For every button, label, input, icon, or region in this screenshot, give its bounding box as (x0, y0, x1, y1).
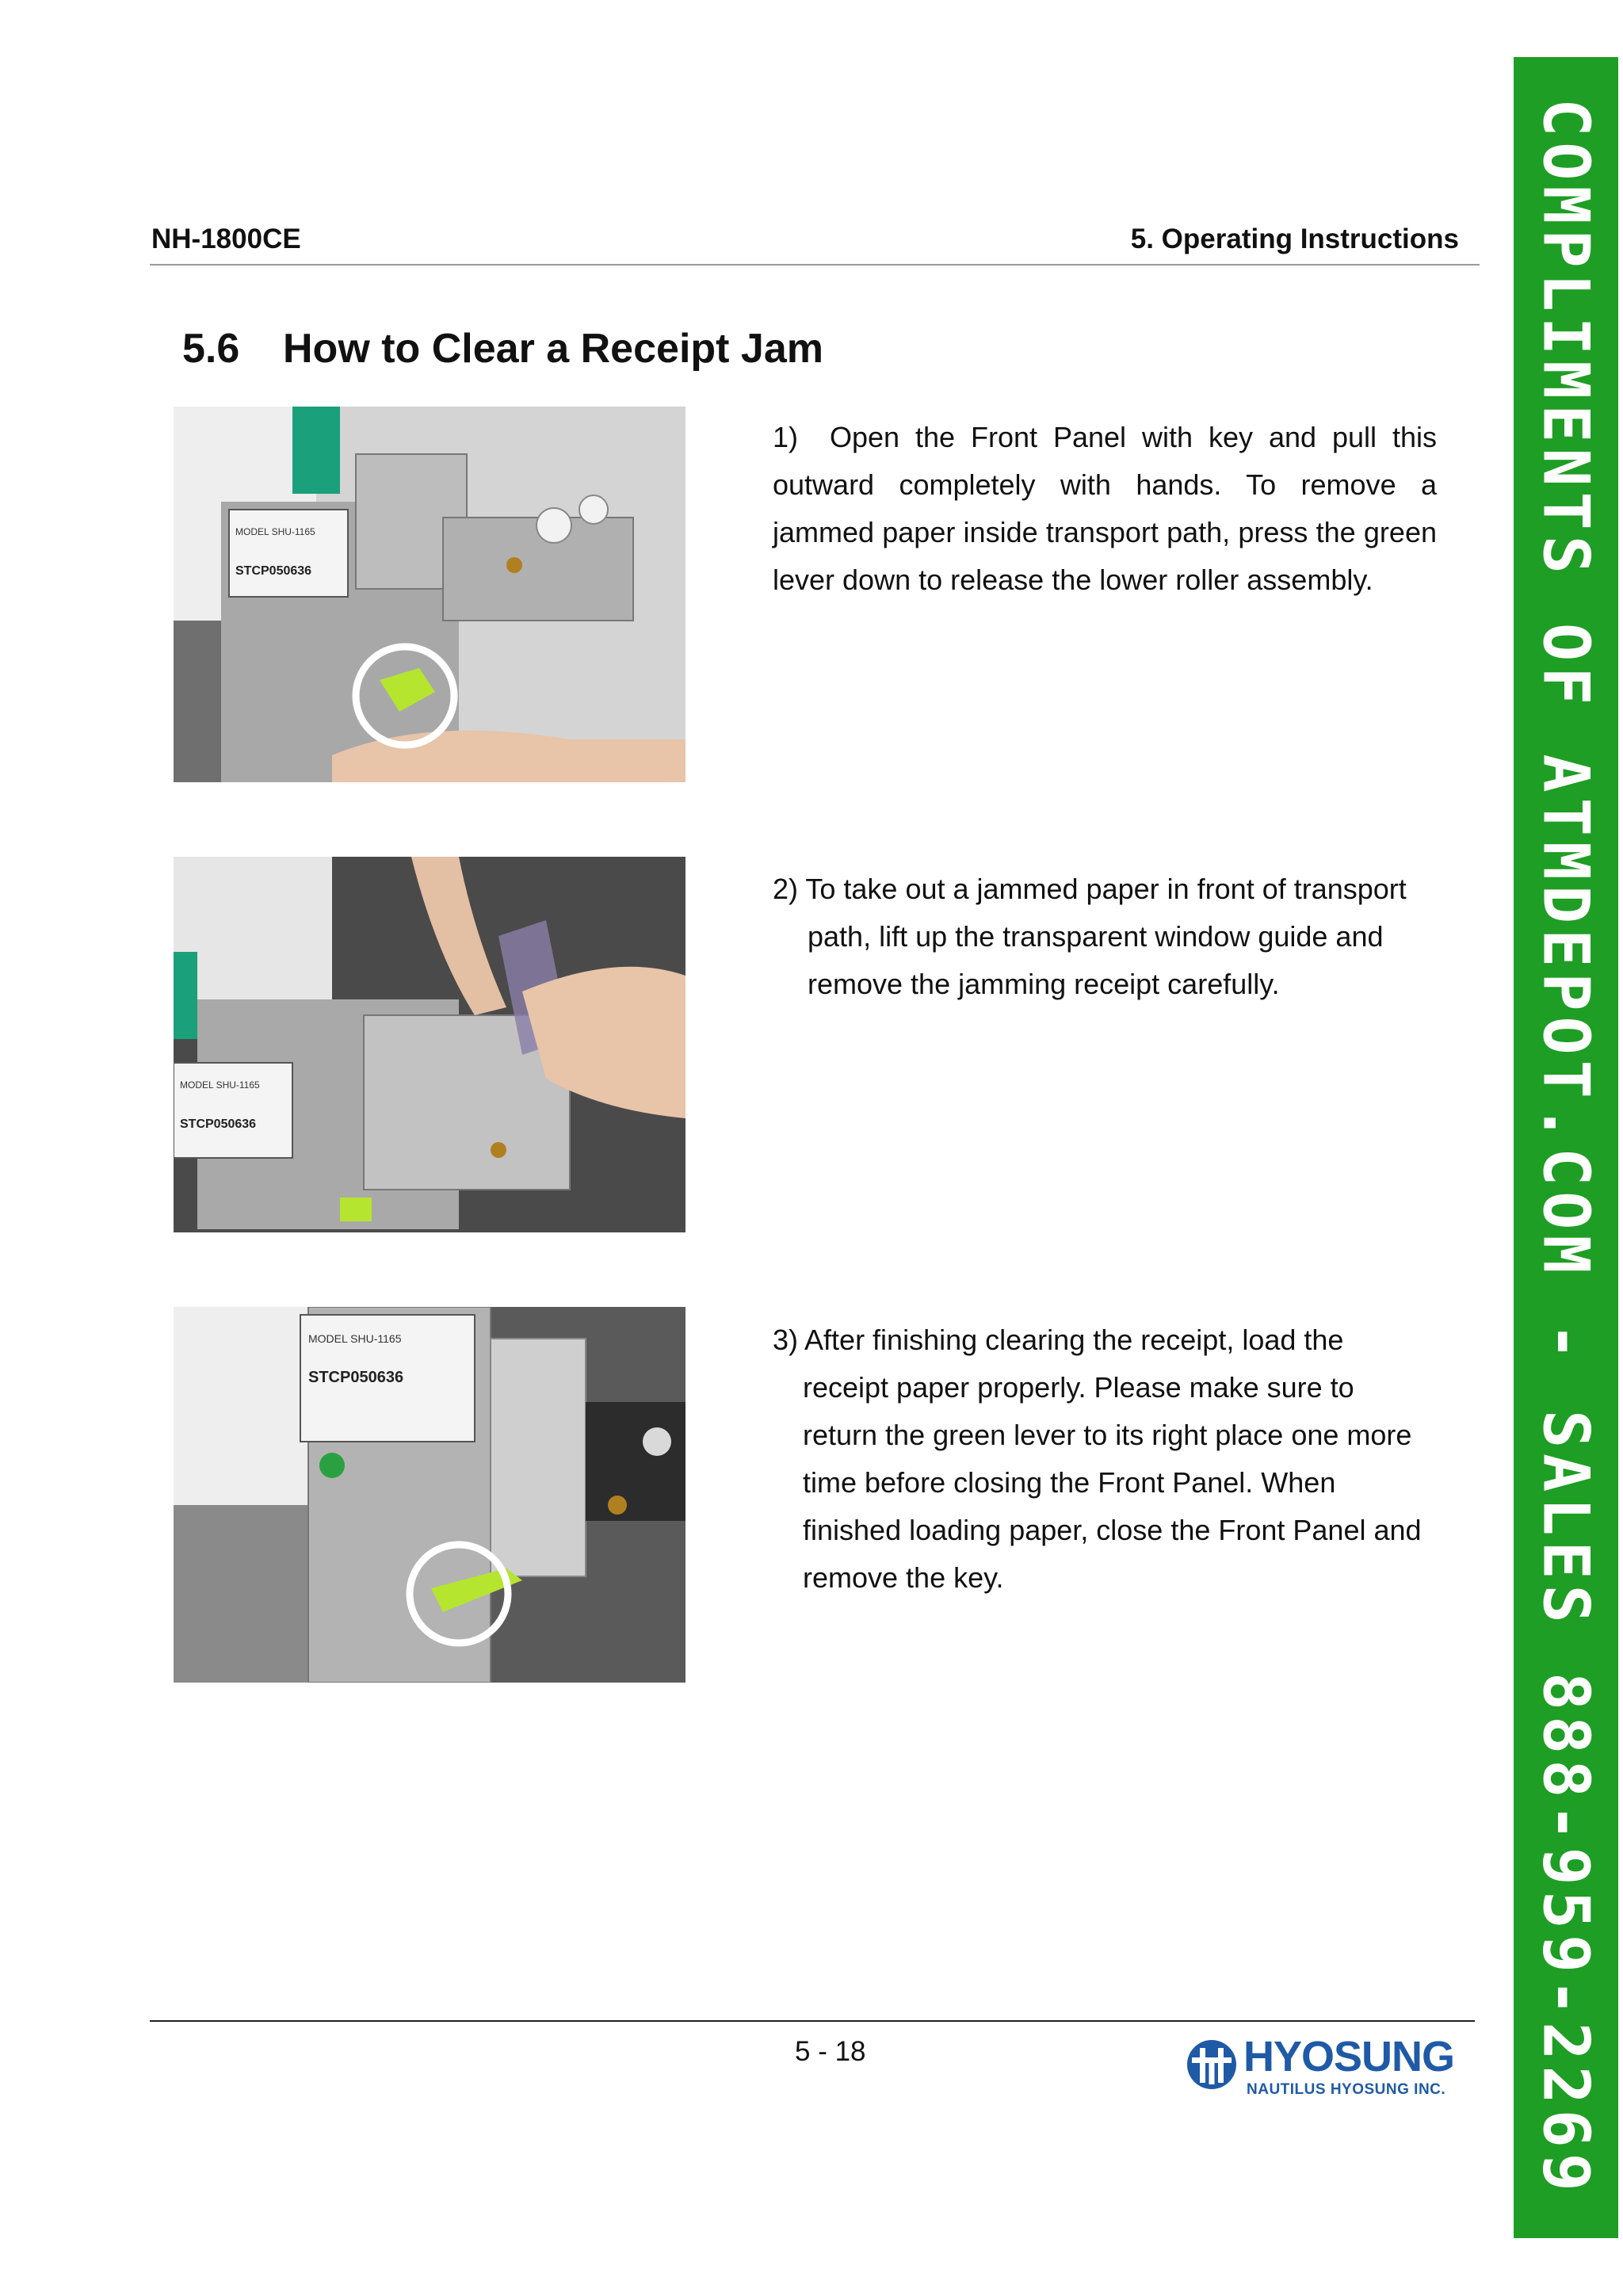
step-2-marker: 2) (773, 873, 799, 905)
photo-step-1 (174, 407, 685, 782)
header-rule (150, 264, 1480, 266)
sidebar-banner-text: COMPLIMENTS OF ATMDEPOT.COM - SALES 888-959-2269 (1529, 98, 1603, 2197)
step-2-line-2: path, lift up the transparent window guide and (808, 920, 1384, 953)
step-3-line-4: time before closing the Front Panel. When (803, 1466, 1336, 1499)
printer-photo-1 (174, 407, 685, 782)
step-3-marker: 3) (773, 1324, 799, 1356)
photo-1-label-model: MODEL SHU-1165 (235, 526, 315, 537)
photo-2-label-model: MODEL SHU-1165 (180, 1079, 260, 1091)
step-3-text (773, 1316, 1437, 1602)
step-1-paragraph (773, 414, 1437, 604)
photo-2-label-serial: STCP050636 (180, 1117, 257, 1131)
step-3-line-1 (773, 1316, 1437, 1364)
section-title-text: How to Clear a Receipt Jam (283, 326, 823, 372)
photo-3-label-model: MODEL SHU-1165 (308, 1332, 402, 1345)
step-1-text (773, 414, 1437, 604)
photo-1-label-serial: STCP050636 (235, 564, 312, 578)
printer-photo-3 (174, 1307, 685, 1683)
photo-step-2 (174, 857, 685, 1232)
step-3-line-3: return the green lever to its right place one more (803, 1419, 1412, 1451)
hyosung-logo (1186, 2033, 1463, 2100)
step-2-line-1 (773, 865, 1437, 913)
step-2-line-1-text: To take out a jammed paper in front of transport (805, 873, 1407, 905)
step-3-line-6: remove the key. (803, 1561, 1004, 1594)
printer-photo-2 (174, 857, 685, 1232)
section-title (182, 325, 823, 372)
step-3-line-5: finished loading paper, close the Front Panel and (803, 1514, 1422, 1546)
step-1-body: Open the Front Panel with key and pull this outward completely with hands. To remove a jammed paper inside transport path, press the green lever down to release the lower roller assembly. (773, 421, 1437, 596)
step-2-line-3: remove the jamming receipt carefully. (808, 968, 1280, 1000)
header-model: NH-1800CE (151, 223, 301, 254)
photo-step-3 (174, 1307, 685, 1683)
step-3-line-1-text: After finishing clearing the receipt, load the (804, 1324, 1344, 1356)
header-chapter: 5. Operating Instructions (1130, 223, 1459, 254)
photo-3-label-serial: STCP050636 (308, 1369, 404, 1386)
sidebar-banner (1514, 57, 1618, 2238)
logo-main-text: HYOSUNG (1243, 2033, 1455, 2080)
step-3-line-2: receipt paper properly. Please make sure to (803, 1371, 1354, 1404)
section-number: 5.6 (182, 326, 240, 372)
step-1-marker: 1) (773, 421, 799, 453)
hyosung-emblem-icon (1186, 2038, 1238, 2091)
page-number: 5 - 18 (795, 2036, 866, 2067)
step-2-text (773, 865, 1437, 1008)
logo-sub-text: NAUTILUS HYOSUNG INC. (1247, 2081, 1446, 2098)
footer-rule (150, 2020, 1475, 2022)
